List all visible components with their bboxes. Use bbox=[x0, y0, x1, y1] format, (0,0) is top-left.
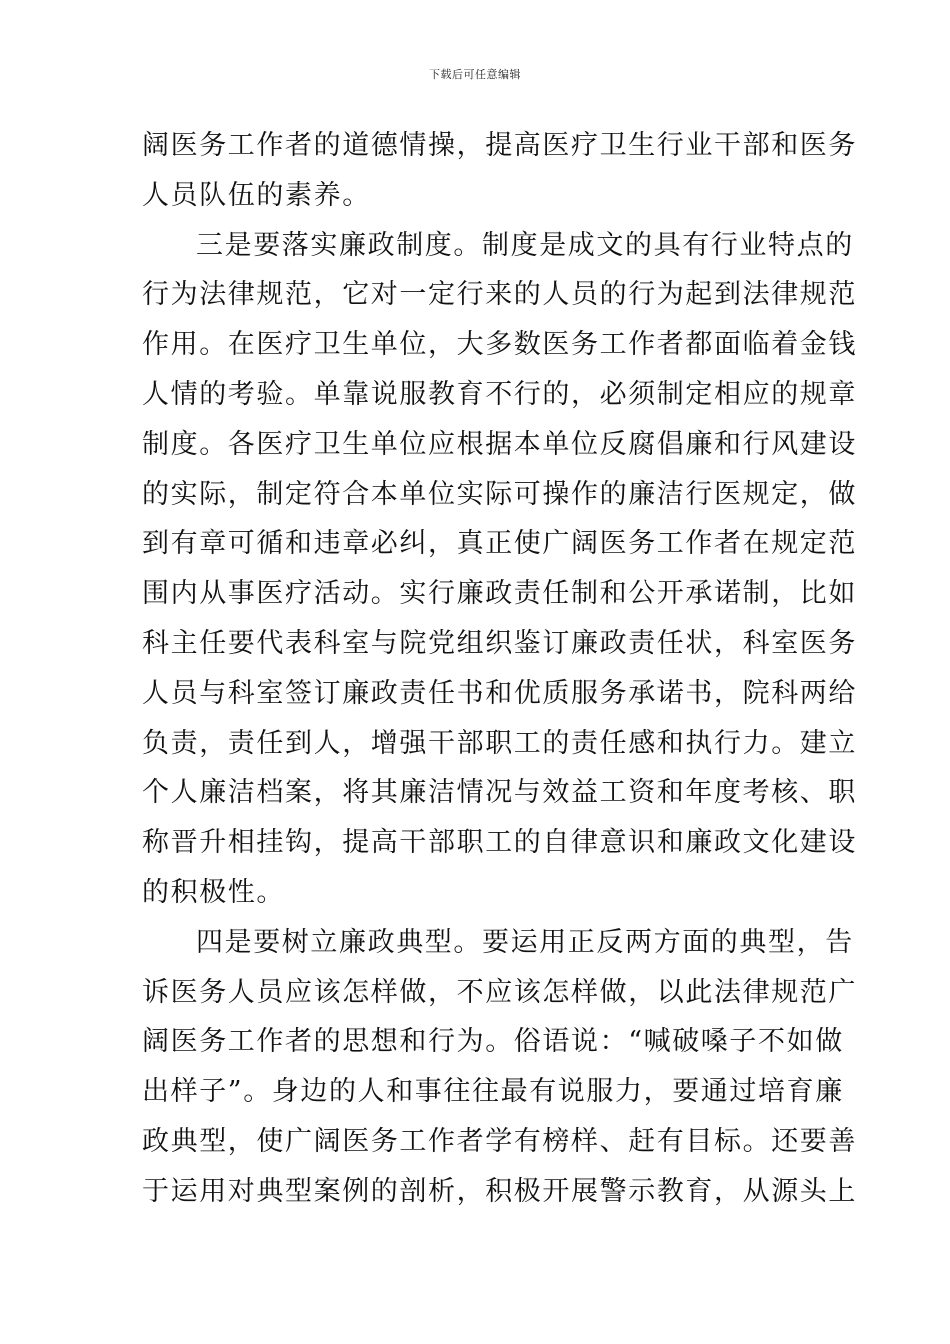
paragraph-start-line: 三是要落实廉政制度。制度是成文的具有行业特点的 bbox=[196, 229, 854, 261]
text-line: 人情的考验。单靠说服教育不行的，必须制定相应的规章 bbox=[142, 378, 857, 410]
text-line: 个人廉洁档案，将其廉洁情况与效益工资和年度考核、职 bbox=[142, 777, 857, 809]
page-header-note: 下载后可任意编辑 bbox=[429, 68, 521, 81]
text-line: 阔医务工作者的思想和行为。俗语说：“喊破嗓子不如做 bbox=[142, 1026, 844, 1058]
text-line: 围内从事医疗活动。实行廉政责任制和公开承诺制，比如 bbox=[142, 578, 857, 610]
text-line: 到有章可循和违章必纠，真正使广阔医务工作者在规定范 bbox=[142, 528, 857, 560]
text-line: 制度。各医疗卫生单位应根据本单位反腐倡廉和行风建设 bbox=[142, 428, 857, 460]
text-line: 的积极性。 bbox=[142, 876, 285, 908]
document-body bbox=[142, 121, 857, 1217]
text-line: 阔医务工作者的道德情操，提高医疗卫生行业干部和医务 bbox=[142, 130, 857, 161]
text-line: 于运用对典型案例的剖析，积极开展警示教育，从源头上 bbox=[142, 1175, 857, 1207]
text-line: 作用。在医疗卫生单位，大多数医务工作者都面临着金钱 bbox=[142, 329, 857, 361]
text-line: 诉医务人员应该怎样做，不应该怎样做，以此法律规范广 bbox=[142, 976, 857, 1008]
text-line: 出样子”。身边的人和事往往最有说服力，要通过培育廉 bbox=[142, 1076, 844, 1108]
paragraph-start-line: 四是要树立廉政典型。要运用正反两方面的典型，告 bbox=[196, 926, 854, 958]
text-line: 科主任要代表科室与院党组织鉴订廉政责任状，科室医务 bbox=[142, 627, 857, 659]
text-line: 负责，责任到人，增强干部职工的责任感和执行力。建立 bbox=[142, 727, 857, 759]
text-line: 政典型，使广阔医务工作者学有榜样、赶有目标。还要善 bbox=[142, 1125, 857, 1157]
text-line: 人员与科室签订廉政责任书和优质服务承诺书，院科两给 bbox=[142, 677, 857, 709]
text-line: 行为法律规范，它对一定行来的人员的行为起到法律规范 bbox=[142, 279, 857, 311]
text-line: 人员队伍的素养。 bbox=[142, 179, 371, 211]
text-line: 的实际，制定符合本单位实际可操作的廉洁行医规定，做 bbox=[142, 478, 857, 510]
text-line: 称晋升相挂钩，提高干部职工的自律意识和廉政文化建设 bbox=[142, 827, 857, 859]
